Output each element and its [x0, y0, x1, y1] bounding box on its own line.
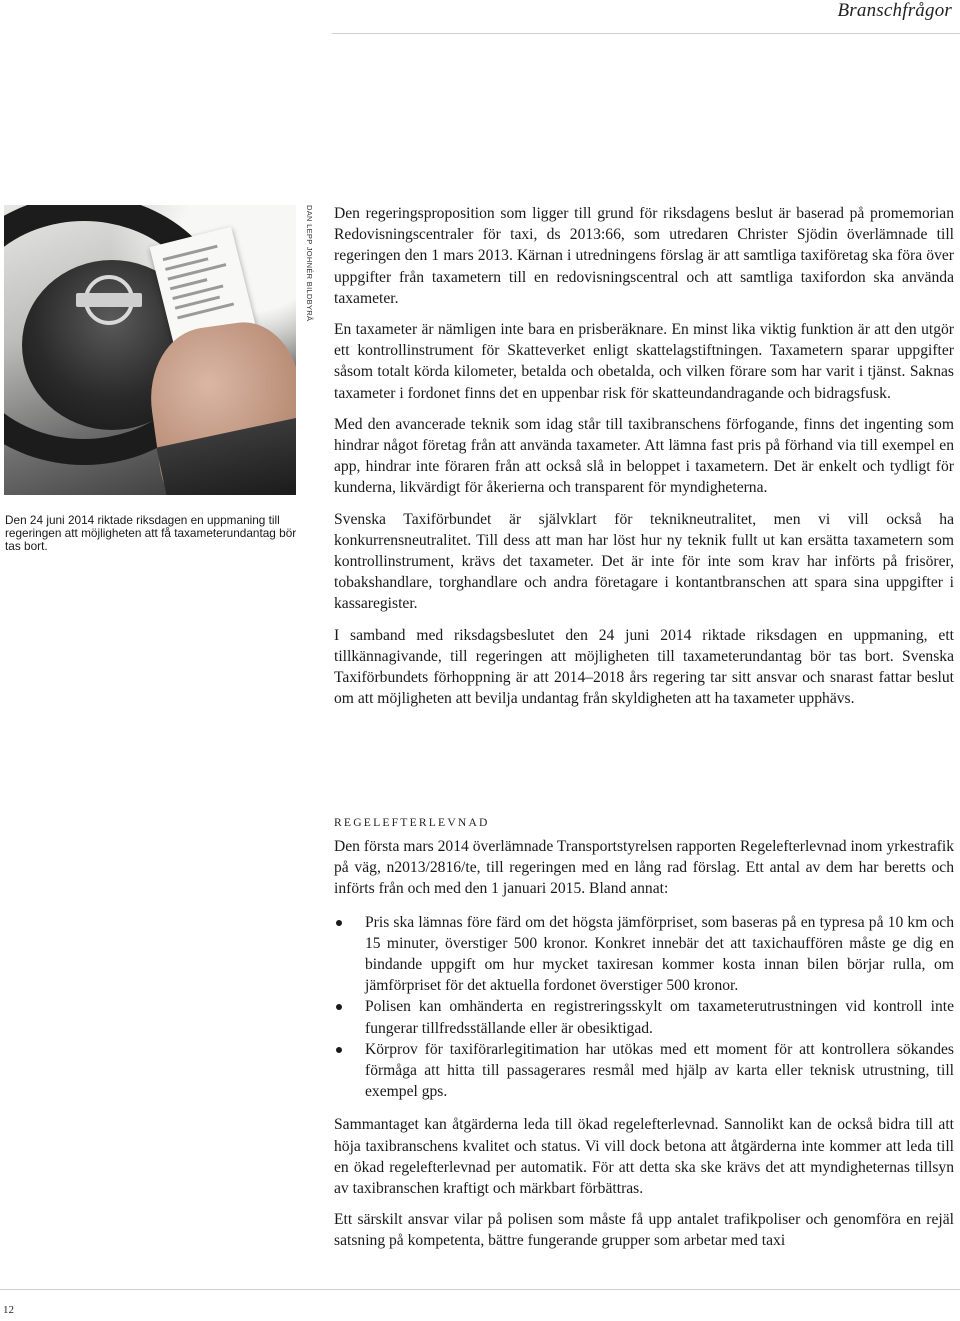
list-item [334, 1039, 954, 1103]
paragraph: Den regeringsproposition som ligger till grund för riksdagens beslut är baserad på promemorian Redovisningscentraler för taxi, ds 2013:66, som utredaren Christer Sjödin överlämnade till regeringen den 1 mars 2013. Kärnan i utredningens förslag är att samtliga taxiföretag ska föra över uppgifter från taxametern till en redovisningscentral och att samtliga taxifordon ska använda taxameter. [334, 205, 954, 307]
paragraph: Svenska Taxiförbundet är självklart för teknikneutralitet, men vi vill också ha konkurrensneutralitet. Till dess att man har löst hur ny teknik fullt ut kan ersätta taxametern som kontrollinstrument, krävs det taxameter. Det är inte för inte som krav har införts på frisörer, tobakshandlare, torghandlare och andra företagare i kontantbranschen att spara sina uppgifter i kassaregister. [334, 510, 954, 613]
list-item-text: Pris ska lämnas före färd om det högsta jämförpriset, som baseras på en typresa på 10 km och 15 minuter, överstiger 500 kronor. Konkret innebär det att taxichauffören måste ge dig en bindande uppgift om hur mycket taxiresan kommer kosta innan bilen börjar rulla, om jämförpriset för det aktuella fordonet överstiger 500 kronor. [365, 913, 954, 995]
header-divider [332, 33, 960, 34]
section-body [334, 836, 954, 1252]
section-title: Branschfrågor [837, 0, 952, 21]
article-body [334, 203, 954, 709]
paragraph: I samband med riksdagsbeslutet den 24 juni 2014 riktade riksdagen en uppmaning, ett tillkännagivande, till regeringen att möjligheten till taxameterundantag bör tas bort. Svenska Taxiförbundets förhoppning är att 2014–2018 års regering tar sitt ansvar och snarast fattar beslut om att möjligheten att bevilja undantag från skyldigheten att ha taxameter upphävs. [334, 626, 954, 708]
bullet-list [334, 912, 954, 1103]
footer-divider [0, 1289, 960, 1290]
photo-credit: DAN LEPP JOHNÉR BILDBYRÅ [305, 205, 314, 322]
section-intro: Den första mars 2014 överlämnade Transportstyrelsen rapporten Regelefterlevnad inom yrkestrafik på väg, n2013/2816/te, till regeringen med en lång rad förslag. Ett antal av dem har beretts och införts från och med den 1 januari 2015. Bland annat: [334, 838, 954, 898]
paragraph: Ett särskilt ansvar vilar på polisen som måste få upp antalet trafikpoliser och genomföra en rejäl satsning på kompetenta, bättre fungerande grupper som arbetar med taxi [334, 1211, 954, 1250]
list-item-text: Körprov för taxiförarlegitimation har utökas med ett moment för att kontrollera sökandes förmåga att hitta till passagerares resmål med hjälp av karta eller teknisk utrustning, till exempel gps. [365, 1040, 954, 1101]
paragraph: Med den avancerade teknik som idag står till taxibranschens förfogande, finns det ingenting som hindrar något företag från att använda taxameter. Att lämna fast pris på förhand via till exempel en app, hindrar inte föraren från att också slå in beloppet i taxametern. Det är enkelt och tydligt för kunderna, likvärdigt för åkerierna och transparent för myndigheterna. [334, 415, 954, 497]
bullet-icon [336, 1004, 342, 1010]
list-item [334, 996, 954, 1038]
taxi-photo [4, 205, 296, 495]
list-item-text: Polisen kan omhänderta en registreringsskylt om taxameterutrustningen vid kontroll inte fungerar tillfredsställande eller är obesiktigad. [365, 998, 954, 1037]
page-number: 12 [3, 1304, 14, 1316]
section-heading: REGELEFTERLEVNAD [334, 816, 490, 829]
car-logo-bar [76, 293, 142, 307]
bullet-icon [336, 1047, 342, 1053]
paragraph: En taxameter är nämligen inte bara en prisberäknare. En minst lika viktig funktion är att den utgör ett kontrollinstrument för Skatteverket enligt skattelagstiftningen. Taxametern sparar uppgifter såsom totalt körda kilometer, betalda och obetalda, och vilken förare som har varit i tjänst. Saknas taxameter i fordonet finns det en uppenbar risk för skatteundandragande och bidragsfusk. [334, 321, 954, 402]
bullet-icon [336, 920, 342, 926]
figure-caption: Den 24 juni 2014 riktade riksdagen en uppmaning till regeringen att möjligheten att få taxameterundantag bör tas bort. [5, 513, 297, 553]
paragraph: Sammantaget kan åtgärderna leda till ökad regelefterlevnad. Sannolikt kan de också bidra till att höja taxibranschens kvalitet och status. Vi vill dock betona att åtgärderna inte kommer att leda till en ökad regelefterlevnad per automatik. För att detta ska ske krävs det att myndigheternas tillsyn av taxibranschen kraftigt och märkbart förbättras. [334, 1116, 954, 1198]
list-item [334, 912, 954, 997]
